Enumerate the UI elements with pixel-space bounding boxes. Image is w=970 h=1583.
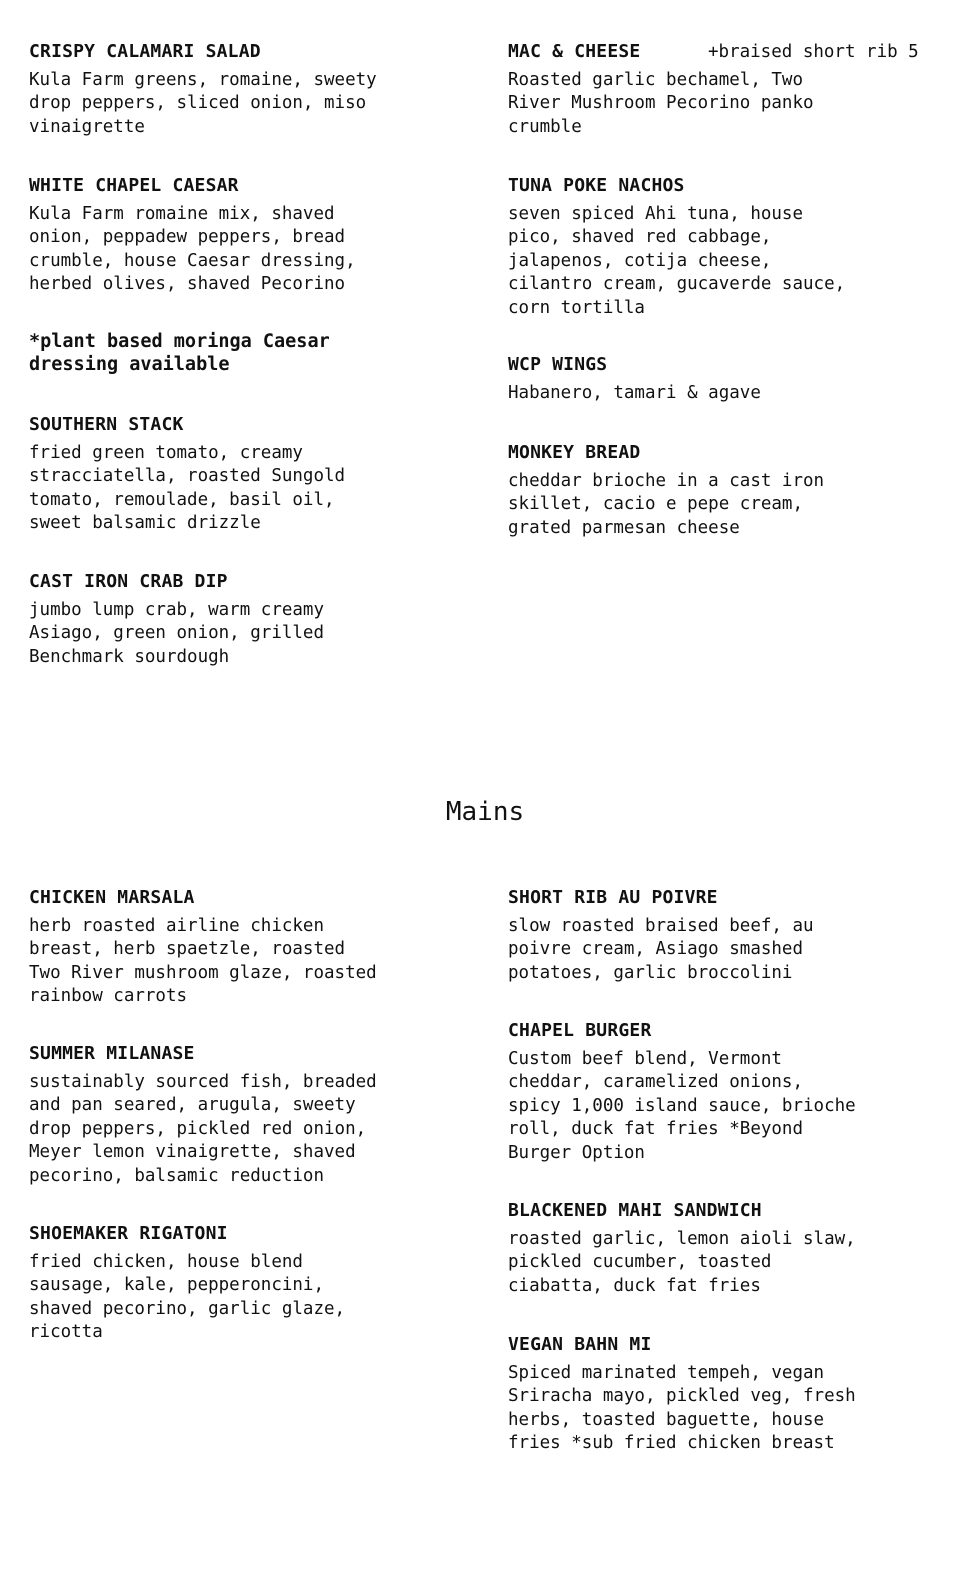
item-description: Kula Farm greens, romaine, sweety drop peppers, sliced onion, miso vinaigrette bbox=[29, 70, 377, 137]
item-title: CRISPY CALAMARI SALAD bbox=[29, 41, 261, 62]
item-description: jumbo lump crab, warm creamy Asiago, green onion, grilled Benchmark sourdough bbox=[29, 600, 325, 667]
item-description: fried chicken, house blend sausage, kale, pepperoncini, shaved pecorino, garlic glaze, ricotta bbox=[29, 1252, 346, 1343]
item-title: BLACKENED MAHI SANDWICH bbox=[508, 1200, 762, 1221]
item-title: SHORT RIB AU POIVRE bbox=[508, 887, 718, 908]
menu-item bbox=[508, 1019, 856, 1165]
item-description: Spiced marinated tempeh, vegan Sriracha mayo, pickled veg, fresh herbs, toasted baguette, house fries *sub fried chicken breast bbox=[508, 1363, 856, 1454]
item-description: herb roasted airline chicken breast, herb spaetzle, roasted Two River mushroom glaze, roasted rainbow carrots bbox=[29, 916, 377, 1007]
item-description: Roasted garlic bechamel, Two River Mushroom Pecorino panko crumble bbox=[508, 70, 814, 137]
item-title: SUMMER MILANASE bbox=[29, 1043, 195, 1064]
item-title: TUNA POKE NACHOS bbox=[508, 175, 685, 196]
item-description: sustainably sourced fish, breaded and pan seared, arugula, sweety drop peppers, pickled red onion, Meyer lemon vinaigrette, shaved pecorino, balsamic reduction bbox=[29, 1072, 377, 1186]
item-title: SHOEMAKER RIGATONI bbox=[29, 1223, 228, 1244]
item-description: fried green tomato, creamy stracciatella, roasted Sungold tomato, remoulade, basil oil, sweet balsamic drizzle bbox=[29, 443, 346, 534]
item-description: Habanero, tamari & agave bbox=[508, 383, 761, 403]
menu-item bbox=[508, 1333, 856, 1456]
item-title: WCP WINGS bbox=[508, 354, 608, 375]
item-description: seven spiced Ahi tuna, house pico, shaved red cabbage, jalapenos, cotija cheese, cilantro cream, gucaverde sauce, corn tortilla bbox=[508, 204, 846, 318]
menu-item bbox=[508, 441, 824, 540]
menu-item bbox=[29, 886, 377, 1009]
item-title: CAST IRON CRAB DIP bbox=[29, 571, 228, 592]
item-title: MAC & CHEESE bbox=[508, 41, 641, 62]
menu-item bbox=[508, 1199, 856, 1298]
item-description: Kula Farm romaine mix, shaved onion, peppadew peppers, bread crumble, house Caesar dressing, herbed olives, shaved Pecorino bbox=[29, 204, 356, 295]
menu-item bbox=[508, 174, 845, 320]
menu-note bbox=[29, 330, 330, 377]
menu-item bbox=[29, 40, 377, 139]
item-title: CHAPEL BURGER bbox=[508, 1020, 652, 1041]
menu-item bbox=[508, 886, 814, 985]
item-title: WHITE CHAPEL CAESAR bbox=[29, 175, 239, 196]
menu-item bbox=[29, 1222, 345, 1345]
item-description: cheddar brioche in a cast iron skillet, cacio e pepe cream, grated parmesan cheese bbox=[508, 471, 825, 538]
item-description: roasted garlic, lemon aioli slaw, pickled cucumber, toasted ciabatta, duck fat fries bbox=[508, 1229, 856, 1296]
section-heading-mains: Mains bbox=[445, 797, 525, 827]
item-description: slow roasted braised beef, au poivre cream, Asiago smashed potatoes, garlic broccolini bbox=[508, 916, 814, 983]
item-addon: +braised short rib 5 bbox=[708, 42, 919, 62]
item-description: Custom beef blend, Vermont cheddar, caramelized onions, spicy 1,000 island sauce, brioche roll, duck fat fries *Beyond Burger Option bbox=[508, 1049, 856, 1163]
menu-item bbox=[508, 353, 761, 405]
item-title: MONKEY BREAD bbox=[508, 442, 641, 463]
item-title: SOUTHERN STACK bbox=[29, 414, 184, 435]
menu-item bbox=[29, 1042, 377, 1188]
menu-item bbox=[29, 570, 324, 669]
item-title: VEGAN BAHN MI bbox=[508, 1334, 652, 1355]
dietary-note: *plant based moringa Caesar dressing available bbox=[29, 331, 330, 376]
menu-item bbox=[29, 174, 356, 297]
item-title: CHICKEN MARSALA bbox=[29, 887, 195, 908]
menu-item bbox=[29, 413, 345, 536]
